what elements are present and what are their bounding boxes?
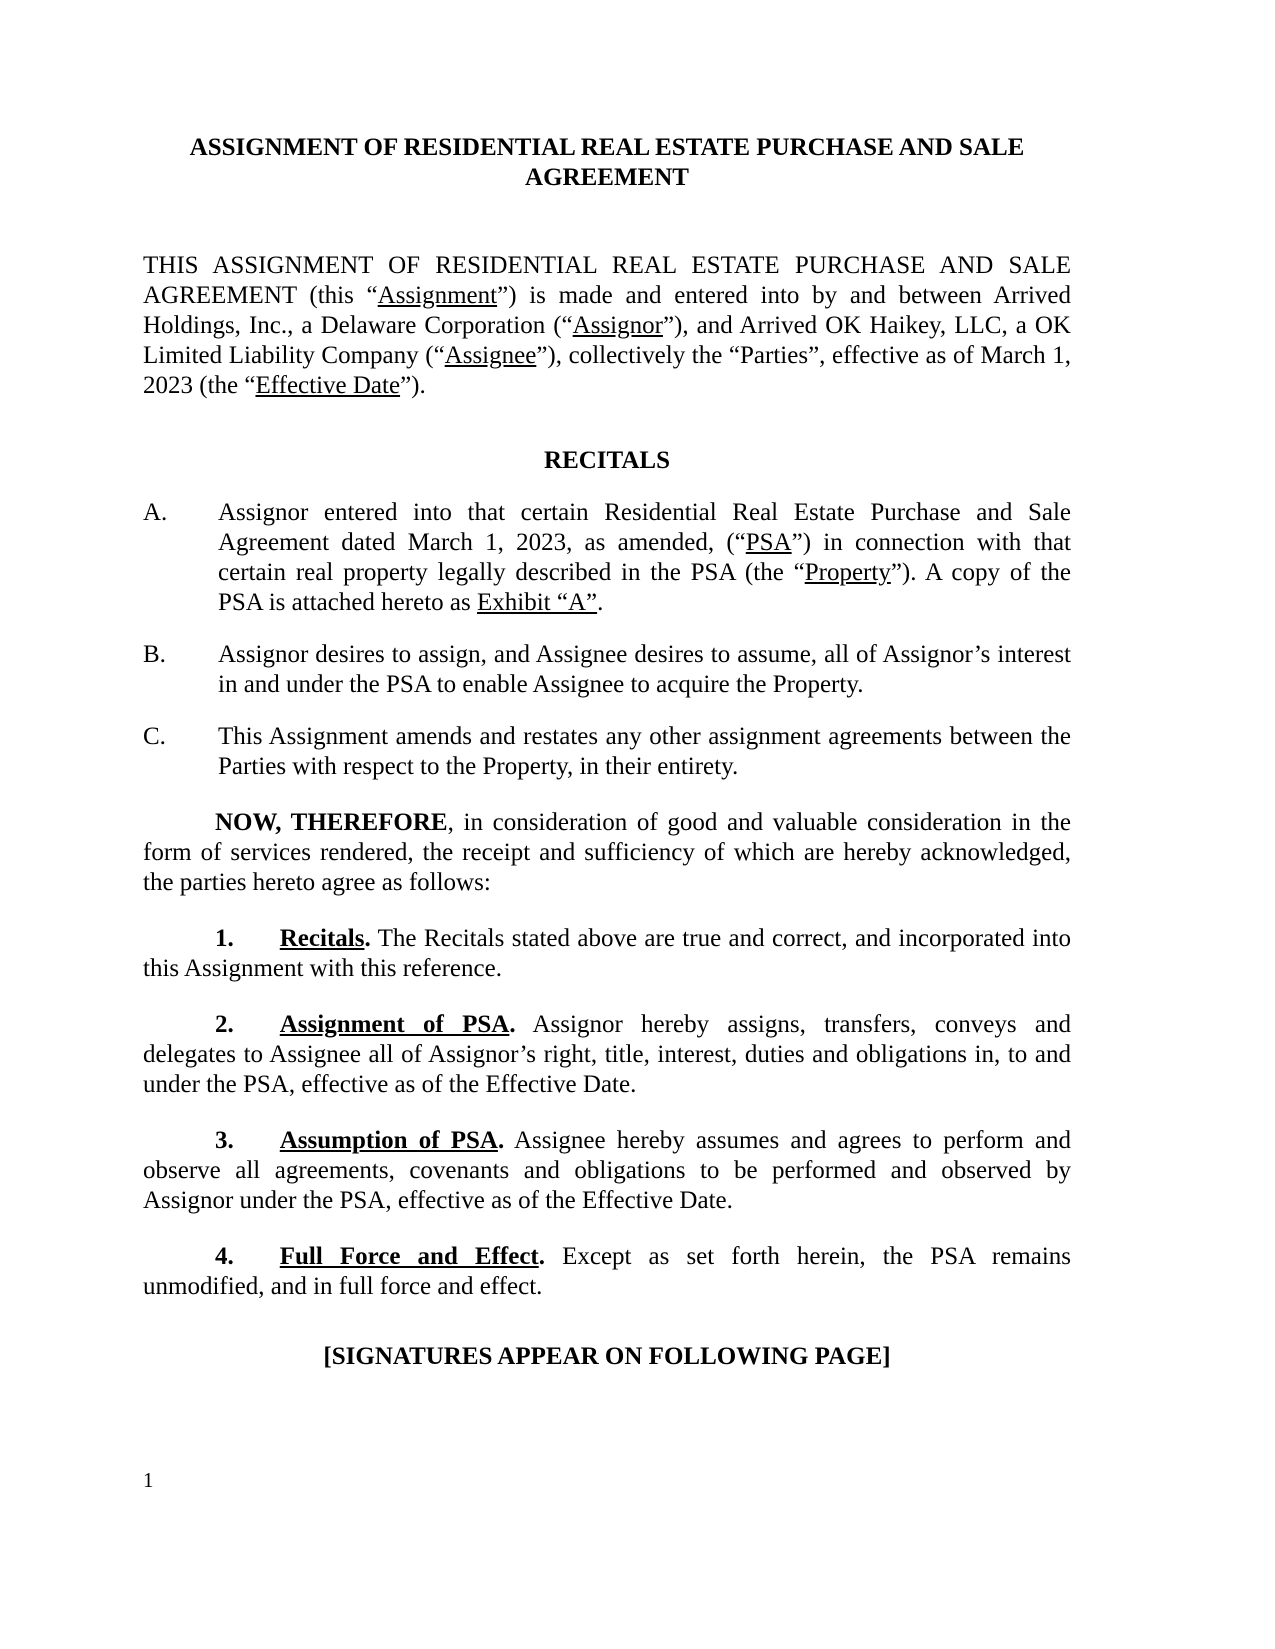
now-therefore-paragraph [143, 808, 1071, 898]
recital-b [143, 640, 1071, 700]
recital-marker: A. [143, 499, 168, 526]
opening-paragraph [143, 251, 1071, 401]
defined-term-psa: PSA [745, 529, 792, 556]
text-run: , in consideration of good and valuable consideration in the form of services rendered, the receipt and sufficiency of which are hereby acknowledged, the parties hereto agree as follows: [143, 809, 1071, 896]
text-run: ”). A copy of the PSA is attached hereto as [218, 559, 1071, 616]
text-run: Assignor desires to assign, and Assignee desires to assume, all of Assignor’s interest in and under the PSA to enable Assignee to acquire the Property. [218, 641, 1071, 698]
signatures-note-text: SIGNATURES APPEAR ON FOLLOWING PAGE [331, 1343, 883, 1370]
recital-c [143, 722, 1071, 782]
section-heading-period: . [497, 1127, 505, 1154]
section-number: 1. [215, 925, 234, 952]
defined-term-assignment: Assignment [377, 282, 498, 309]
section-paragraph-2 [143, 1010, 1071, 1100]
recital-marker: C. [143, 723, 166, 750]
section-heading: Assumption of PSA [279, 1127, 498, 1154]
recital-marker: B. [143, 641, 166, 668]
text-run: ”) is made and entered into by and between Arrived Holdings, Inc., a Delaware Corporation (“ [143, 282, 1071, 339]
now-therefore-lead: NOW, THEREFORE [215, 809, 448, 836]
exhibit-a-reference: Exhibit “A” [476, 589, 598, 616]
recitals-heading: RECITALS [544, 447, 670, 474]
page-content [143, 0, 1071, 1372]
section-heading-period: . [509, 1011, 516, 1038]
section-heading: Recitals [279, 925, 365, 952]
text-run: Assignor entered into that certain Residential Real Estate Purchase and Sale Agreement dated March 1, 2023, as amended, (“ [218, 499, 1071, 556]
section-paragraph-4 [143, 1242, 1071, 1302]
defined-term-property: Property [804, 559, 891, 586]
section-heading-period: . [364, 925, 371, 952]
section-body: Except as set forth herein, the PSA remains unmodified, and in full force and effect. [143, 1243, 1071, 1300]
close-bracket: ] [882, 1343, 891, 1370]
section-paragraph-3 [143, 1126, 1071, 1216]
text-run: . [597, 589, 604, 616]
text-run: THIS ASSIGNMENT OF RESIDENTIAL REAL ESTATE PURCHASE AND SALE AGREEMENT (this “ [143, 252, 1071, 309]
section-number: 4. [215, 1243, 234, 1270]
page-number: 1 [143, 1468, 154, 1492]
defined-term-assignee: Assignee [444, 342, 537, 369]
section-heading: Full Force and Effect [279, 1243, 539, 1270]
text-run: ”). [400, 372, 426, 399]
text-run: ”), collectively the “Parties”, effective as of March 1, 2023 (the “ [143, 342, 1072, 399]
section-number: 3. [215, 1127, 234, 1154]
section-body: The Recitals stated above are true and correct, and incorporated into this Assignment with this reference. [143, 925, 1071, 982]
section-body: Assignee hereby assumes and agrees to perform and observe all agreements, covenants and obligations to be performed and observed by Assignor under the PSA, effective as of the Effective Date. [143, 1127, 1071, 1214]
defined-term-effective-date: Effective Date [255, 372, 401, 399]
section-heading: Assignment of PSA [279, 1011, 510, 1038]
signatures-note [143, 1342, 1071, 1372]
recital-a [143, 498, 1071, 618]
section-number: 2. [215, 1011, 234, 1038]
section-body: Assignor hereby assigns, transfers, conveys and delegates to Assignee all of Assignor’s right, title, interest, duties and obligations in, to and under the PSA, effective as of the Effective Date. [143, 1011, 1071, 1098]
section-heading-period: . [538, 1243, 546, 1270]
text-run: ”) in connection with that certain real property legally described in the PSA (the “ [218, 529, 1071, 586]
document-title: ASSIGNMENT OF RESIDENTIAL REAL ESTATE PURCHASE AND SALE AGREEMENT [189, 134, 1025, 191]
section-paragraph-1 [143, 924, 1071, 984]
text-run: ”), and Arrived OK Haikey, LLC, a OK Limited Liability Company (“ [143, 312, 1071, 369]
open-bracket: [ [323, 1343, 332, 1370]
defined-term-assignor: Assignor [572, 312, 663, 339]
text-run: This Assignment amends and restates any other assignment agreements between the Parties with respect to the Property, in their entirety. [218, 723, 1071, 780]
